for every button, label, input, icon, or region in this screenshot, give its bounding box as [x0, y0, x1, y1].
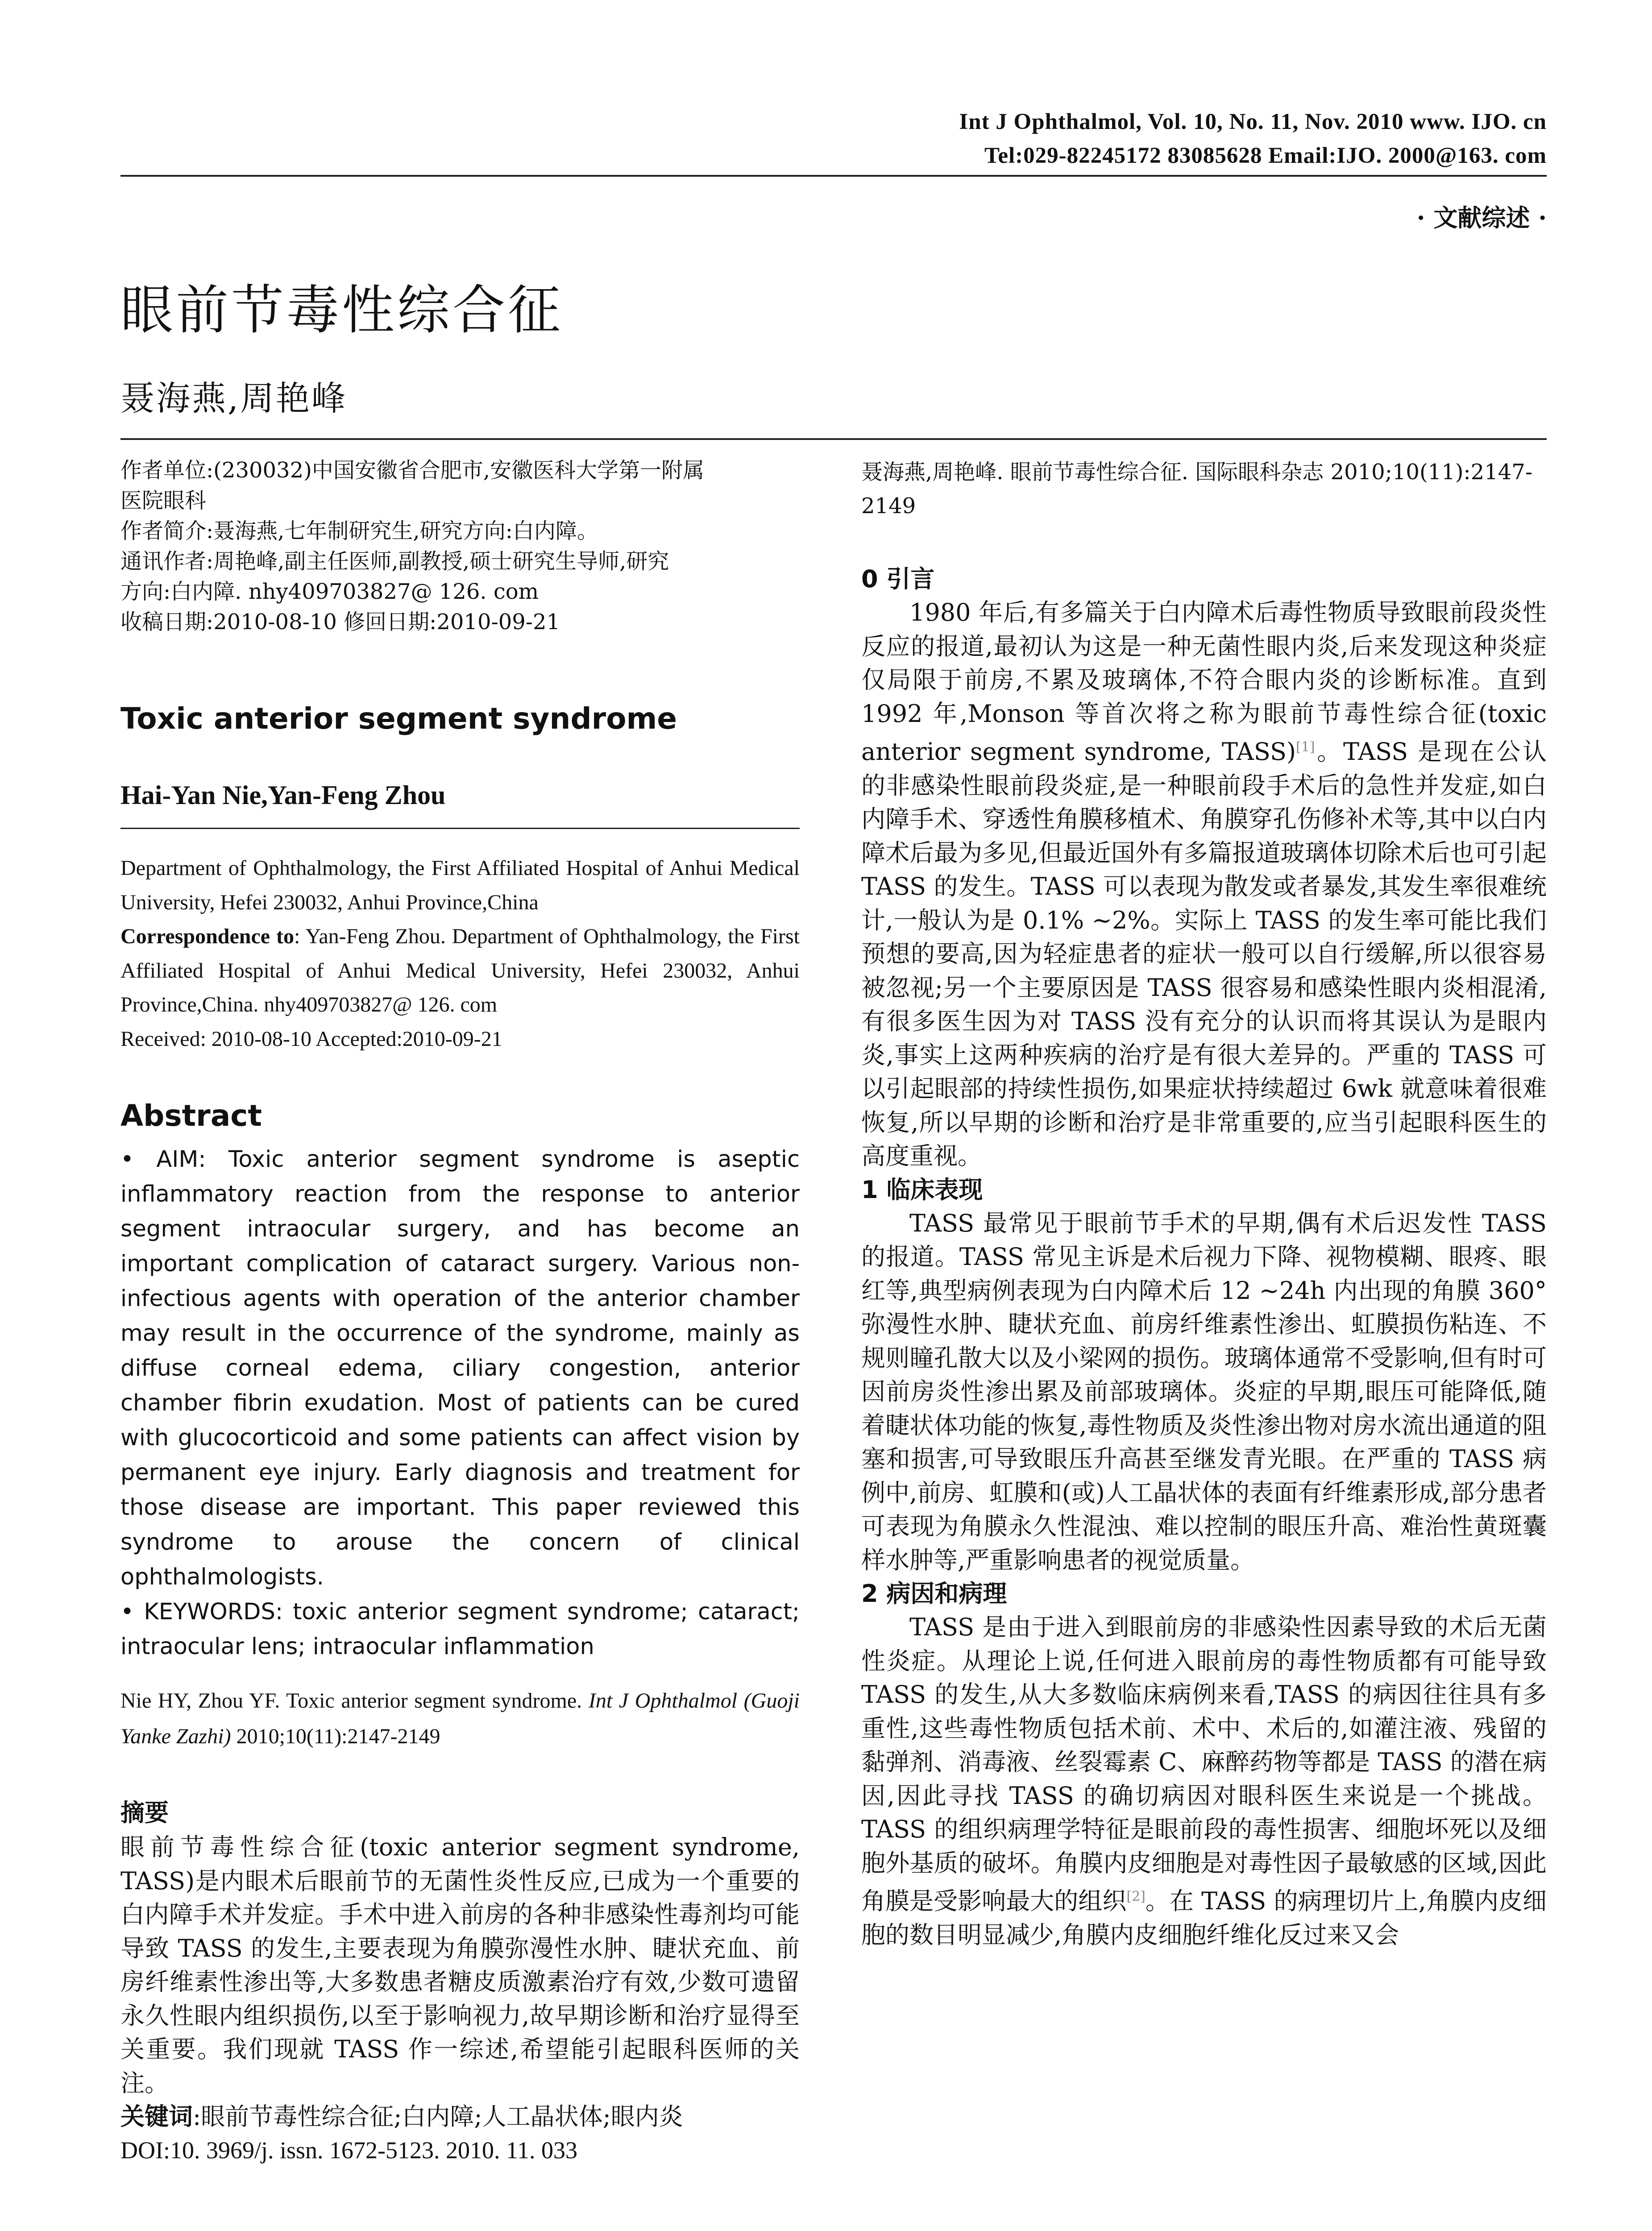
author-info-line: 通讯作者:周艳峰,副主任医师,副教授,硕士研究生导师,研究 [120, 549, 669, 574]
citation-en-prefix: Nie HY, Zhou YF. Toxic anterior segment syndrome. [120, 1689, 589, 1713]
citation-en-suffix: 2010;10(11):2147-2149 [231, 1725, 440, 1748]
author-info-line: 收稿日期:2010-08-10 修回日期:2010-09-21 [120, 610, 560, 634]
author-info-line: 作者单位:(230032)中国安徽省合肥市,安徽医科大学第一附属 [120, 458, 705, 483]
citation-en [120, 1683, 800, 1754]
citation-en-journal: Int J Ophthalmol (Guoji Yanke Zazhi) [120, 1689, 800, 1748]
author-info-line: 作者简介:聂海燕,七年制研究生,研究方向:白内障。 [120, 518, 598, 543]
doi: DOI:10. 3969/j. issn. 1672-5123. 2010. 11. 033 [120, 2136, 577, 2164]
citation-cn-text: 聂海燕,周艳峰. 眼前节毒性综合征. 国际眼科杂志 2010;10(11):2147-2149 [861, 460, 1533, 518]
section-heading: 1 临床表现 [861, 1175, 983, 1204]
paragraph-text: 。TASS 是现在公认的非感染性眼前段炎症,是一种眼前段手术后的急性并发症,如白内障手术、穿透性角膜移植术、角膜穿孔伤修补术等,其中以白内障术后最为多见,但最近国外有多篇报道玻璃体切除术后也可引起 TASS 的发生。TASS 可以表现为散发或者暴发,其发生率很难统计,一般认为是 0.1% ~2%。实际上 TASS 的发生率可能比我们预想的要高,因为轻症患者的症状一般可以自行缓解,所以很容易被忽视;另一个主要原因是 TASS 很容易和感染性眼内炎相混淆,有很多医生因为对 TASS 没有充分的认识而将其误认为是眼内炎,事实上这两种疾病的治疗是有很大差异的。严重的 TASS 可以引起眼部的持续性损伤,如果症状持续超过 6wk 就意味着很难恢复,所以早期的诊断和治疗是非常重要的,应当引起眼科医生的高度重视。 [861, 738, 1547, 1170]
authors-en: Hai-Yan Nie,Yan-Feng Zhou [120, 780, 446, 810]
authors-cn: 聂海燕,周艳峰 [120, 378, 348, 418]
paragraph-text: 1980 年后,有多篇关于白内障术后毒性物质导致眼前段炎性反应的报道,最初认为这是一种无菌性眼内炎,后来发现这种炎症仅局限于前房,不累及玻璃体,不符合眼内炎的诊断标准。直到 1992 年,Monson 等首次将之称为眼前节毒性综合征(toxic anterior segment syndrome, TASS) [861, 598, 1547, 766]
citation-cn [861, 455, 1547, 523]
abstract-keywords: • KEYWORDS: toxic anterior segment syndrome; cataract; intraocular lens; intraocular inflammation [120, 1599, 800, 1660]
abstract-cn [120, 1830, 800, 2167]
abstract-heading: Abstract [120, 1099, 262, 1133]
paragraph-text: TASS 是由于进入到眼前房的非感染性因素导致的术后无菌性炎症。从理论上说,任何进入眼前房的毒性物质都有可能导致 TASS 的发生,从大多数临床病例来看,TASS 的病因往往具有多重性,这些毒性物质包括术前、术中、术后的,如灌注液、残留的黏弹剂、消毒液、丝裂霉素 C、麻醉药物等都是 TASS 的潜在病因,因此寻找 TASS 的确切病因对眼科医生来说是一个挑战。TASS 的组织病理学特征是眼前段的毒性损害、细胞坏死以及细胞外基质的破坏。角膜内皮细胞是对毒性因子最敏感的区域,因此角膜是受影响最大的组织 [861, 1613, 1547, 1915]
body-paragraph [861, 596, 1547, 1173]
affiliation-en: Department of Ophthalmology, the First Affiliated Hospital of Anhui Medical University, Hefei 230032, Anhui Province,China [120, 856, 800, 914]
section-heading: 0 引言 [861, 565, 935, 593]
reference-mark[interactable]: [1] [1296, 739, 1315, 755]
keywords-cn-label: 关键词 [120, 2102, 193, 2131]
abstract-en [120, 1142, 800, 1664]
section-tag: · 文献综述 · [1416, 203, 1547, 232]
contact-line: Tel:029-82245172 83085628 Email:IJO. 2000@163. com [984, 143, 1547, 168]
correspondence-label: Correspondence to [120, 925, 295, 948]
page-title: 眼前节毒性综合征 [120, 279, 564, 341]
author-info-line: 医院眼科 [120, 488, 207, 513]
keywords-cn [120, 2100, 800, 2134]
article-body [861, 562, 1547, 1952]
body-paragraph [861, 1610, 1547, 1952]
correspondence [120, 920, 800, 1022]
received-dates: Received: 2010-08-10 Accepted:2010-09-21 [120, 1027, 502, 1051]
author-info-line: 方向:白内障. nhy409703827@ 126. com [120, 579, 539, 604]
title-rule [120, 438, 1547, 440]
section-heading: 2 病因和病理 [861, 1580, 1007, 1608]
journal-line: Int J Ophthalmol, Vol. 10, No. 11, Nov. 2010 www. IJO. cn [959, 109, 1547, 134]
abstract-aim: • AIM: Toxic anterior segment syndrome is aseptic inflammatory reaction from the response to anterior segment intraocular surgery, and has become an important complication of cataract surgery. Various non-infectious agents with operation of the anterior chamber may result in the occurrence of the syndrome, mainly as diffuse corneal edema, ciliary congestion, anterior chamber fibrin exudation. Most of patients can be cured with glucocorticoid and some patients can affect vision by permanent eye injury. Early diagnosis and treatment for those disease are important. This paper reviewed this syndrome to arouse the concern of clinical ophthalmologists. [120, 1146, 800, 1590]
author-info [120, 455, 800, 637]
reference-mark[interactable]: [2] [1126, 1889, 1146, 1904]
en-rule [120, 828, 800, 829]
keywords-cn-text: :眼前节毒性综合征;白内障;人工晶状体;眼内炎 [193, 2102, 683, 2131]
paragraph-text: 。在 TASS 的病理切片上,角膜内皮细胞的数目明显减少,角膜内皮细胞纤维化反过来又会 [861, 1887, 1547, 1949]
en-affiliation-block [120, 851, 800, 1056]
title-en: Toxic anterior segment syndrome [120, 701, 677, 736]
header-rule [120, 175, 1547, 177]
abstract-cn-heading [120, 1796, 800, 1829]
abstract-cn-heading-text: 摘要 [120, 1799, 169, 1827]
abstract-cn-text: 眼前节毒性综合征(toxic anterior segment syndrome, TASS)是内眼术后眼前节的无菌性炎性反应,已成为一个重要的白内障手术并发症。手术中进入前房的各种非感染性毒剂均可能导致 TASS 的发生,主要表现为角膜弥漫性水肿、睫状充血、前房纤维素性渗出等,大多数患者糖皮质激素治疗有效,少数可遗留永久性眼内组织损伤,以至于影响视力,故早期诊断和治疗显得至关重要。我们现就 TASS 作一综述,希望能引起眼科医师的关注。 [120, 1833, 800, 2097]
body-paragraph: TASS 最常见于眼前节手术的早期,偶有术后迟发性 TASS 的报道。TASS 常见主诉是术后视力下降、视物模糊、眼疼、眼红等,典型病例表现为白内障术后 12 ~24h 内出现的角膜 360°弥漫性水肿、睫状充血、前房纤维素性渗出、虹膜损伤粘连、不规则瞳孔散大以及小梁网的损伤。玻璃体通常不受影响,但有时可因前房炎性渗出累及前部玻璃体。炎症的早期,眼压可能降低,随着睫状体功能的恢复,毒性物质及炎性渗出物对房水流出通道的阻塞和损害,可导致眼压升高甚至继发青光眼。在严重的 TASS 病例中,前房、虹膜和(或)人工晶状体的表面有纤维素形成,部分患者可表现为角膜永久性混浊、难以控制的眼压升高、难治性黄斑囊样水肿等,严重影响患者的视觉质量。 [861, 1209, 1547, 1574]
correspondence-text: : Yan-Feng Zhou. Department of Ophthalmology, the First Affiliated Hospital of Anhui Medical University, Hefei 230032, Anhui Province,China. nhy409703827@ 126. com [120, 925, 800, 1016]
